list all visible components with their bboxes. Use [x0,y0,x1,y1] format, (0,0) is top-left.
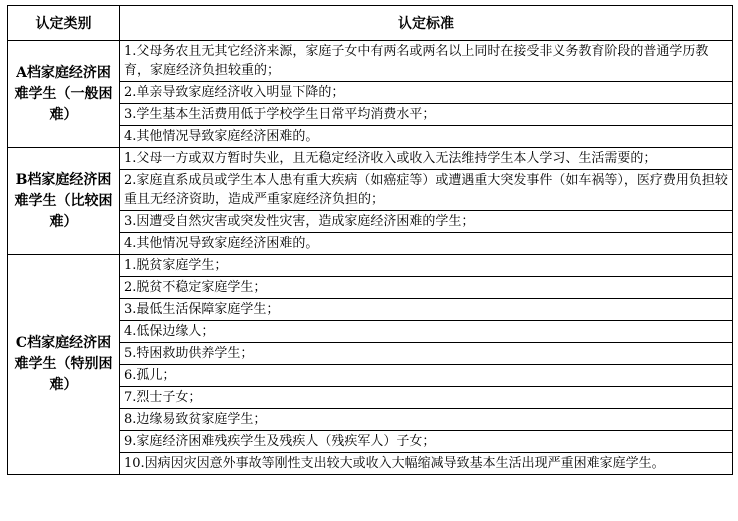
criterion-b-4: 4.其他情况导致家庭经济困难的。 [120,233,733,255]
header-row [8,6,733,41]
criterion-c-10: 10.因病因灾因意外事故等刚性支出较大或收入大幅缩减导致基本生活出现严重困难家庭学生。 [120,453,733,475]
criterion-c-6: 6.孤儿； [120,365,733,387]
header-category: 认定类别 [8,6,120,41]
criterion-c-2: 2.脱贫不稳定家庭学生； [120,277,733,299]
criterion-c-4: 4.低保边缘人； [120,321,733,343]
criterion-b-2: 2.家庭直系成员或学生本人患有重大疾病（如癌症等）或遭遇重大突发事件（如车祸等），医疗费用负担较重且无经济资助，造成严重家庭经济负担的； [120,170,733,211]
criterion-b-1: 1.父母一方或双方暂时失业，且无稳定经济收入或收入无法维持学生本人学习、生活需要的； [120,148,733,170]
category-a: A档家庭经济困难学生（一般困难） [8,41,120,148]
criterion-c-9: 9.家庭经济困难残疾学生及残疾人（残疾军人）子女； [120,431,733,453]
criterion-a-3: 3.学生基本生活费用低于学校学生日常平均消费水平； [120,104,733,126]
criteria-table [7,5,733,475]
criterion-c-5: 5.特困救助供养学生； [120,343,733,365]
category-b: B档家庭经济困难学生（比较困难） [8,148,120,255]
criterion-b-3: 3.因遭受自然灾害或突发性灾害，造成家庭经济困难的学生； [120,211,733,233]
header-standard: 认定标准 [120,6,733,41]
criterion-c-7: 7.烈士子女； [120,387,733,409]
table-row [8,41,733,82]
criterion-a-1: 1.父母务农且无其它经济来源，家庭子女中有两名或两名以上同时在接受非义务教育阶段的普通学历教育，家庭经济负担较重的； [120,41,733,82]
criterion-c-1: 1.脱贫家庭学生； [120,255,733,277]
criterion-a-2: 2.单亲导致家庭经济收入明显下降的； [120,82,733,104]
criterion-c-8: 8.边缘易致贫家庭学生； [120,409,733,431]
criterion-a-4: 4.其他情况导致家庭经济困难的。 [120,126,733,148]
criterion-c-3: 3.最低生活保障家庭学生； [120,299,733,321]
table-row [8,148,733,170]
table-row [8,255,733,277]
category-c: C档家庭经济困难学生（特别困难） [8,255,120,475]
